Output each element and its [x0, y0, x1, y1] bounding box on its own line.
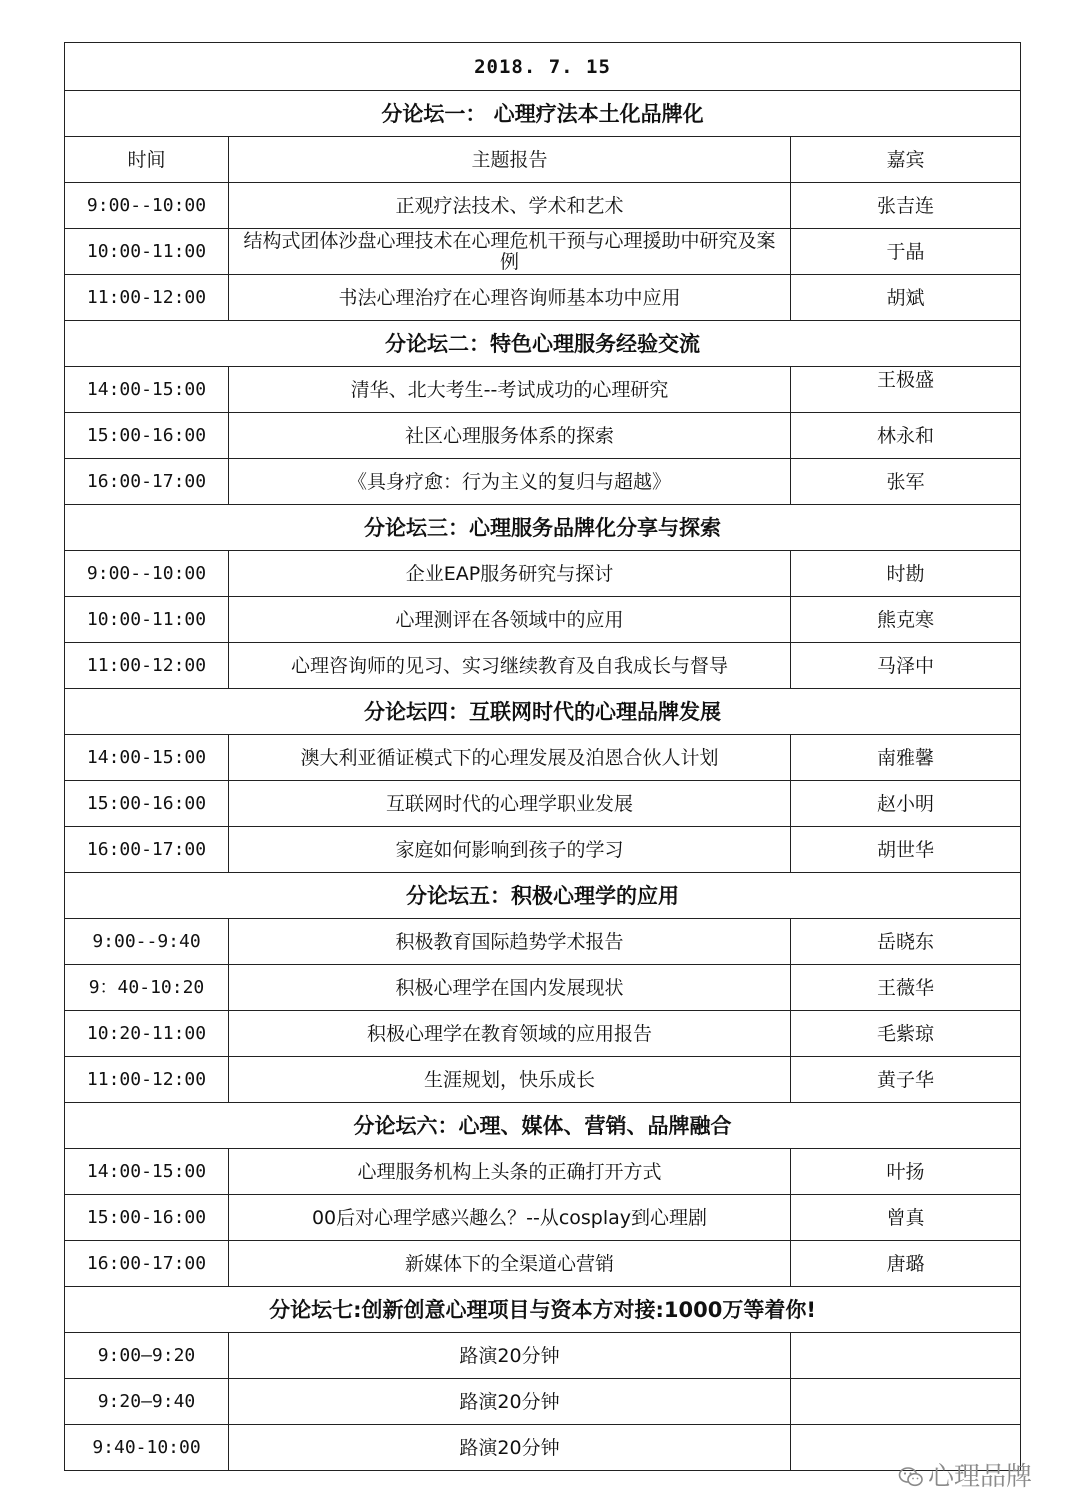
session-row — [65, 1425, 1021, 1471]
session-speaker — [791, 1379, 1021, 1425]
session-speaker: 林永和 — [791, 413, 1021, 459]
session-row — [65, 413, 1021, 459]
session-speaker: 毛紫琼 — [791, 1011, 1021, 1057]
session-time: 15:00-16:00 — [65, 1195, 229, 1241]
header-time: 时间 — [65, 137, 229, 183]
session-speaker: 张吉连 — [791, 183, 1021, 229]
session-topic: 结构式团体沙盘心理技术在心理危机干预与心理援助中研究及案例 — [229, 229, 791, 275]
date-row — [65, 43, 1021, 91]
schedule-date: 2018. 7. 15 — [65, 43, 1021, 91]
session-speaker: 唐璐 — [791, 1241, 1021, 1287]
session-topic: 心理测评在各领域中的应用 — [229, 597, 791, 643]
session-time: 14:00-15:00 — [65, 1149, 229, 1195]
session-speaker: 于晶 — [791, 229, 1021, 275]
session-speaker: 赵小明 — [791, 781, 1021, 827]
forum-title: 分论坛三：心理服务品牌化分享与探索 — [65, 505, 1021, 551]
session-time: 9:00--10:00 — [65, 551, 229, 597]
session-time: 14:00-15:00 — [65, 367, 229, 413]
session-topic: 路演20分钟 — [229, 1425, 791, 1471]
session-time: 9:20—9:40 — [65, 1379, 229, 1425]
session-time: 16:00-17:00 — [65, 827, 229, 873]
session-row — [65, 1149, 1021, 1195]
session-time: 16:00-17:00 — [65, 459, 229, 505]
session-row — [65, 1241, 1021, 1287]
session-time: 11:00-12:00 — [65, 275, 229, 321]
watermark — [898, 1462, 1032, 1492]
session-row — [65, 781, 1021, 827]
session-topic: 积极心理学在教育领域的应用报告 — [229, 1011, 791, 1057]
forum-title-row — [65, 1287, 1021, 1333]
schedule-table — [64, 42, 1021, 1471]
session-speaker — [791, 1333, 1021, 1379]
session-speaker: 南雅馨 — [791, 735, 1021, 781]
session-speaker: 曾真 — [791, 1195, 1021, 1241]
session-time: 10:20-11:00 — [65, 1011, 229, 1057]
column-header-row — [65, 137, 1021, 183]
session-speaker: 马泽中 — [791, 643, 1021, 689]
session-speaker: 叶扬 — [791, 1149, 1021, 1195]
watermark-text: 心理品牌 — [928, 1462, 1033, 1492]
session-time: 10:00-11:00 — [65, 229, 229, 275]
session-time: 14:00-15:00 — [65, 735, 229, 781]
session-time: 15:00-16:00 — [65, 413, 229, 459]
forum-title: 分论坛七:创新创意心理项目与资本方对接:1000万等着你! — [65, 1287, 1021, 1333]
session-time: 15:00-16:00 — [65, 781, 229, 827]
session-time: 11:00-12:00 — [65, 643, 229, 689]
session-row — [65, 735, 1021, 781]
session-topic: 00后对心理学感兴趣么？--从cosplay到心理剧 — [229, 1195, 791, 1241]
session-time: 16:00-17:00 — [65, 1241, 229, 1287]
forum-title-row — [65, 689, 1021, 735]
session-speaker: 熊克寒 — [791, 597, 1021, 643]
session-speaker: 张军 — [791, 459, 1021, 505]
session-topic: 企业EAP服务研究与探讨 — [229, 551, 791, 597]
forum-title: 分论坛二：特色心理服务经验交流 — [65, 321, 1021, 367]
session-topic: 家庭如何影响到孩子的学习 — [229, 827, 791, 873]
session-row — [65, 229, 1021, 275]
session-row — [65, 597, 1021, 643]
session-row — [65, 919, 1021, 965]
forum-title: 分论坛四：互联网时代的心理品牌发展 — [65, 689, 1021, 735]
session-topic: 路演20分钟 — [229, 1333, 791, 1379]
session-row — [65, 827, 1021, 873]
header-speaker: 嘉宾 — [791, 137, 1021, 183]
session-topic: 互联网时代的心理学职业发展 — [229, 781, 791, 827]
session-row — [65, 1333, 1021, 1379]
forum-title: 分论坛五：积极心理学的应用 — [65, 873, 1021, 919]
session-row — [65, 643, 1021, 689]
session-row — [65, 183, 1021, 229]
session-speaker: 岳晓东 — [791, 919, 1021, 965]
session-topic: 书法心理治疗在心理咨询师基本功中应用 — [229, 275, 791, 321]
session-topic: 正观疗法技术、学术和艺术 — [229, 183, 791, 229]
forum-title-row — [65, 321, 1021, 367]
forum-title-row — [65, 873, 1021, 919]
session-row — [65, 275, 1021, 321]
session-topic: 心理服务机构上头条的正确打开方式 — [229, 1149, 791, 1195]
session-row — [65, 367, 1021, 413]
forum-title-row — [65, 1103, 1021, 1149]
session-time: 9:00—9:20 — [65, 1333, 229, 1379]
session-topic: 生涯规划，快乐成长 — [229, 1057, 791, 1103]
session-row — [65, 551, 1021, 597]
forum-title-row — [65, 91, 1021, 137]
session-time: 11:00-12:00 — [65, 1057, 229, 1103]
session-speaker: 王极盛 — [791, 367, 1021, 413]
session-time: 9：40-10:20 — [65, 965, 229, 1011]
session-row — [65, 1011, 1021, 1057]
session-topic: 《具身疗愈：行为主义的复归与超越》 — [229, 459, 791, 505]
session-topic: 积极心理学在国内发展现状 — [229, 965, 791, 1011]
session-topic: 心理咨询师的见习、实习继续教育及自我成长与督导 — [229, 643, 791, 689]
session-speaker: 胡斌 — [791, 275, 1021, 321]
session-time: 9:00--9:40 — [65, 919, 229, 965]
session-row — [65, 965, 1021, 1011]
forum-title: 分论坛一： 心理疗法本土化品牌化 — [65, 91, 1021, 137]
session-time: 9:00--10:00 — [65, 183, 229, 229]
session-topic: 新媒体下的全渠道心营销 — [229, 1241, 791, 1287]
session-row — [65, 1195, 1021, 1241]
session-speaker: 时勘 — [791, 551, 1021, 597]
session-topic: 社区心理服务体系的探索 — [229, 413, 791, 459]
session-topic: 澳大利亚循证模式下的心理发展及泊恩合伙人计划 — [229, 735, 791, 781]
session-topic: 积极教育国际趋势学术报告 — [229, 919, 791, 965]
session-topic: 路演20分钟 — [229, 1379, 791, 1425]
session-speaker: 黄子华 — [791, 1057, 1021, 1103]
session-time: 9:40-10:00 — [65, 1425, 229, 1471]
forum-title-row — [65, 505, 1021, 551]
forum-title: 分论坛六：心理、媒体、营销、品牌融合 — [65, 1103, 1021, 1149]
session-time: 10:00-11:00 — [65, 597, 229, 643]
session-row — [65, 459, 1021, 505]
session-speaker: 胡世华 — [791, 827, 1021, 873]
header-topic: 主题报告 — [229, 137, 791, 183]
session-row — [65, 1057, 1021, 1103]
session-topic: 清华、北大考生--考试成功的心理研究 — [229, 367, 791, 413]
session-speaker: 王薇华 — [791, 965, 1021, 1011]
session-row — [65, 1379, 1021, 1425]
wechat-icon — [898, 1466, 924, 1488]
